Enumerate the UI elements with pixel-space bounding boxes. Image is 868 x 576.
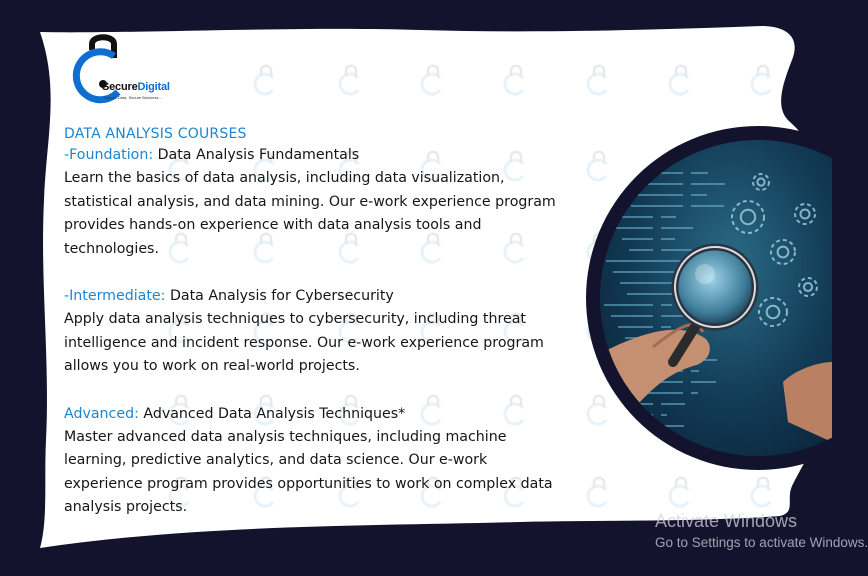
watermark-logo-icon: [670, 478, 688, 506]
watermark-logo-icon: [752, 66, 770, 94]
magnifier-on-code-photo: [583, 122, 832, 476]
brand-name: SecureDigital: [102, 81, 170, 93]
course-advanced: [64, 403, 564, 520]
course-description: Apply data analysis techniques to cybersecurity, including threat intelligence and incident response. Our e-work experience program allows you to work on real-world projects.: [64, 311, 544, 374]
course-title-line: [64, 144, 564, 167]
course-title-line: [64, 285, 564, 308]
windows-activation-notice: [655, 510, 868, 553]
course-title: Data Analysis for Cybersecurity: [165, 288, 394, 304]
activation-title: Activate Windows: [655, 511, 798, 531]
watermark-logo-icon: [340, 66, 358, 94]
course-title: Advanced Data Analysis Techniques*: [138, 405, 406, 422]
course-foundation: [64, 144, 564, 261]
watermark-logo-icon: [422, 66, 440, 94]
course-level: -Intermediate:: [64, 288, 166, 304]
watermark-logo-icon: [588, 478, 606, 506]
section-heading: DATA ANALYSIS COURSES: [64, 126, 247, 142]
watermark-logo-icon: [505, 66, 523, 94]
course-description: Learn the basics of data analysis, including data visualization, statistical analysis, and data mining. Our e-work experience program provides hands-on experience with data analysis tools and technologies.: [64, 170, 556, 257]
activation-subtitle: Go to Settings to activate Windows.: [655, 535, 868, 550]
course-title-line: [64, 403, 564, 426]
padlock-c-logo-icon: [74, 36, 184, 116]
watermark-logo-icon: [752, 478, 770, 506]
course-description: Master advanced data analysis techniques, including machine learning, predictive analytics, and data science. Our e-work experience program provides opportunities to work on complex data analysis projects.: [64, 428, 553, 515]
course-title: Data Analysis Fundamentals: [153, 147, 360, 163]
course-level: -Foundation:: [64, 147, 154, 163]
course-intermediate: [64, 285, 564, 379]
watermark-logo-icon: [670, 66, 688, 94]
watermark-logo-icon: [255, 66, 273, 94]
courses-section: [64, 124, 564, 520]
watermark-logo-icon: [588, 66, 606, 94]
course-level: Advanced:: [64, 405, 139, 422]
brand-tagline: Secure Data, Secure Business...: [104, 95, 162, 100]
